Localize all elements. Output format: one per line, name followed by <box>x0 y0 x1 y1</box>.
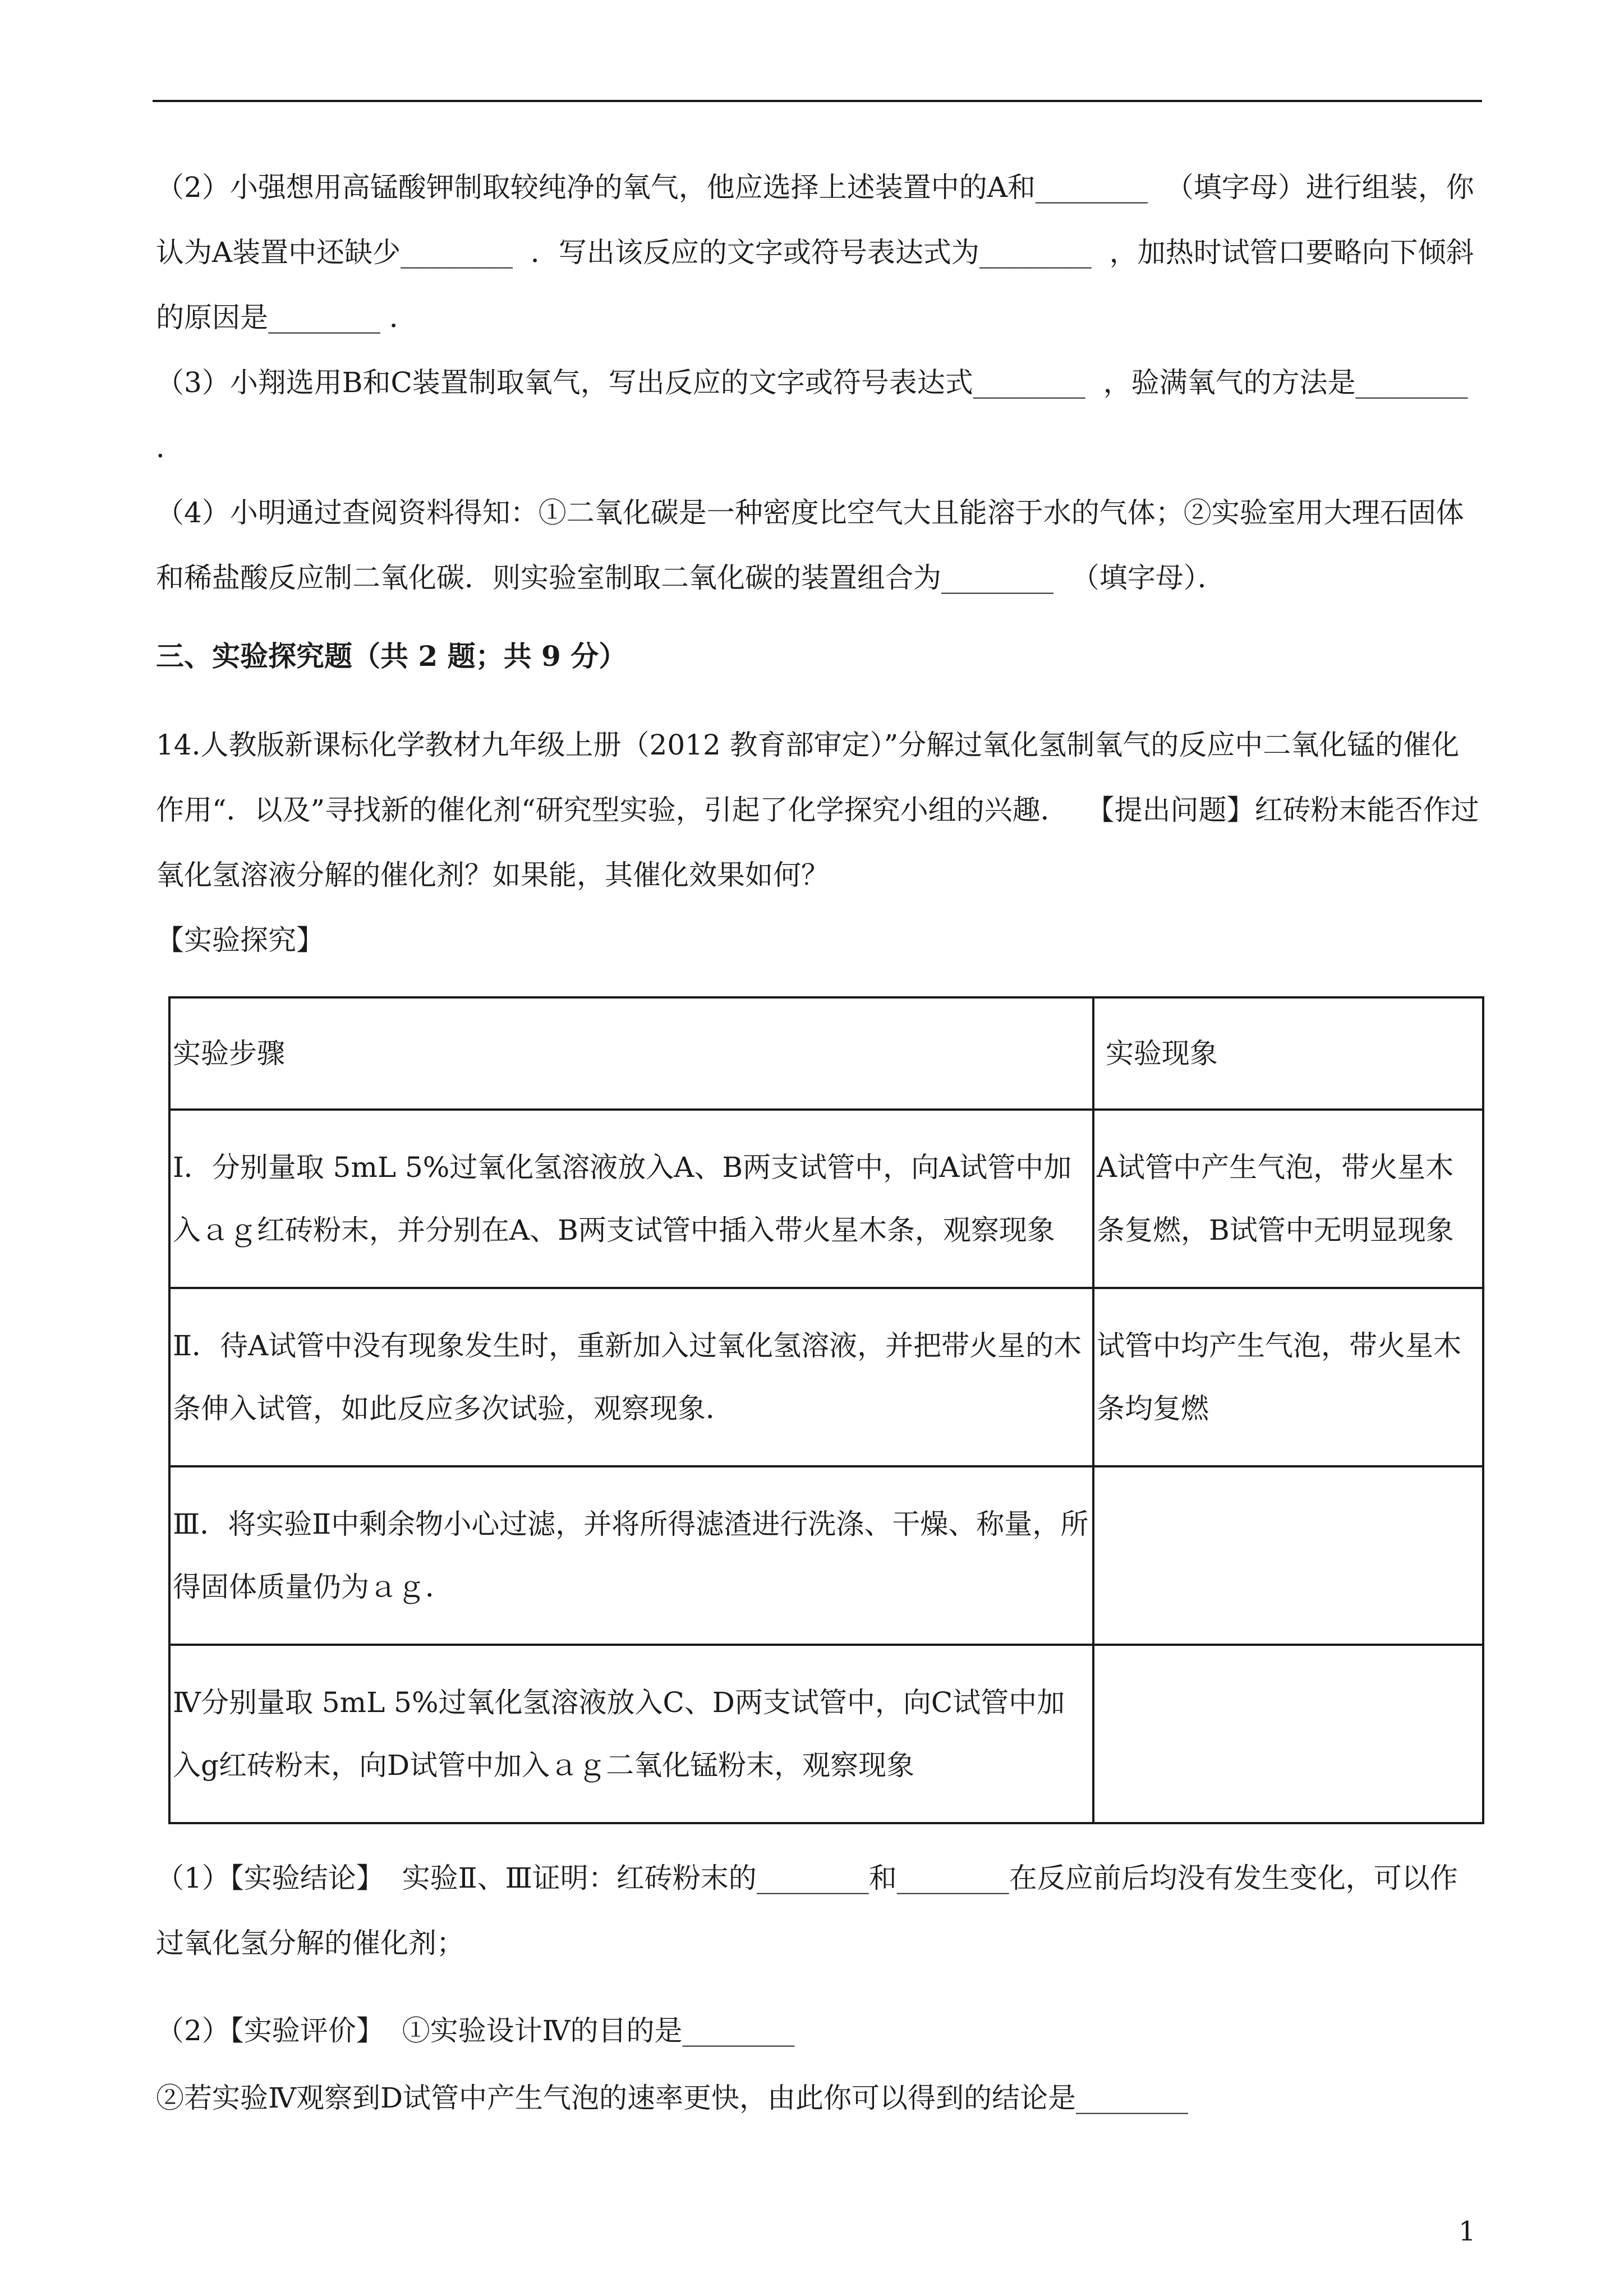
question-13-part-3: （3）小翔选用B和C装置制取氧气，写出反应的文字或符号表达式________ ，验满氧气的方法是________ ． <box>156 366 1477 464</box>
phenomenon-cell <box>1093 1645 1483 1823</box>
table-header-row <box>169 997 1483 1110</box>
section-heading: 三、实验探究题（共 2 题；共 9 分） <box>156 639 627 673</box>
question-13-continued <box>156 155 1482 610</box>
experiment-evaluation-2: ②若实验Ⅳ观察到D试管中产生气泡的速率更快，由此你可以得到的结论是________ <box>156 2082 1189 2114</box>
step-cell: Ⅰ．分别量取 5mL 5%过氧化氢溶液放入A、B两支试管中，向A试管中加入ａｇ红砖粉末，并分别在A、B两支试管中插入带火星木条，观察现象 <box>169 1110 1093 1288</box>
header-phenomena: 实验现象 <box>1093 997 1483 1110</box>
page-number: 1 <box>1459 2216 1476 2247</box>
header-rule <box>153 100 1482 102</box>
phenomenon-cell <box>1093 1466 1483 1645</box>
table-row <box>169 1110 1483 1288</box>
phenomenon-cell: A试管中产生气泡，带火星木条复燃，B试管中无明显现象 <box>1093 1110 1483 1288</box>
question-13-part-2: （2）小强想用高锰酸钾制取较纯净的氧气，他应选择上述装置中的A和________ （填字母）进行组装，你认为A装置中还缺少________ ．写出该反应的文字或符号表达式为________ ，加热时试管口要略向下倾斜的原因是________ ． <box>156 171 1474 334</box>
table-row <box>169 1466 1483 1645</box>
question-14-part-1 <box>156 1846 1482 1976</box>
step-cell: Ⅳ分别量取 5mL 5%过氧化氢溶液放入C、D两支试管中，向C试管中加入g红砖粉末，向D试管中加入ａｇ二氧化锰粉末，观察现象 <box>169 1645 1093 1823</box>
phenomenon-cell: 试管中均产生气泡，带火星木条均复燃 <box>1093 1288 1483 1466</box>
experiment-table <box>168 996 1484 1824</box>
question-14-stem: 14.人教版新课标化学教材九年级上册（2012 教育部审定）”分解过氧化氢制氧气的反应中二氧化锰的催化作用“．以及”寻找新的催化剂“研究型实验，引起了化学探究小组的兴趣． 【提出问题】红砖粉末能否作过氧化氢溶液分解的催化剂？如果能，其催化效果如何？ <box>156 729 1479 891</box>
experiment-conclusion: （1）【实验结论】 实验Ⅱ、Ⅲ证明：红砖粉末的________和________在反应前后均没有发生变化，可以作过氧化氢分解的催化剂； <box>156 1862 1458 1959</box>
question-14-intro <box>156 712 1482 973</box>
table-row <box>169 1645 1483 1823</box>
question-14-subheading: 【实验探究】 <box>156 924 324 956</box>
header-steps: 实验步骤 <box>169 997 1093 1110</box>
step-cell: Ⅲ．将实验Ⅱ中剩余物小心过滤，并将所得滤渣进行洗涤、干燥、称量，所得固体质量仍为ａｇ． <box>169 1466 1093 1645</box>
step-cell: Ⅱ．待A试管中没有现象发生时，重新加入过氧化氢溶液，并把带火星的木条伸入试管，如此反应多次试验，观察现象． <box>169 1288 1093 1466</box>
table-row <box>169 1288 1483 1466</box>
question-13-part-4: （4）小明通过查阅资料得知：①二氧化碳是一种密度比空气大且能溶于水的气体；②实验室用大理石固体和稀盐酸反应制二氧化碳．则实验室制取二氧化碳的装置组合为________ （填字母）． <box>156 496 1464 594</box>
experiment-evaluation-1: （2）【实验评价】 ①实验设计Ⅳ的目的是________ <box>156 2014 795 2047</box>
